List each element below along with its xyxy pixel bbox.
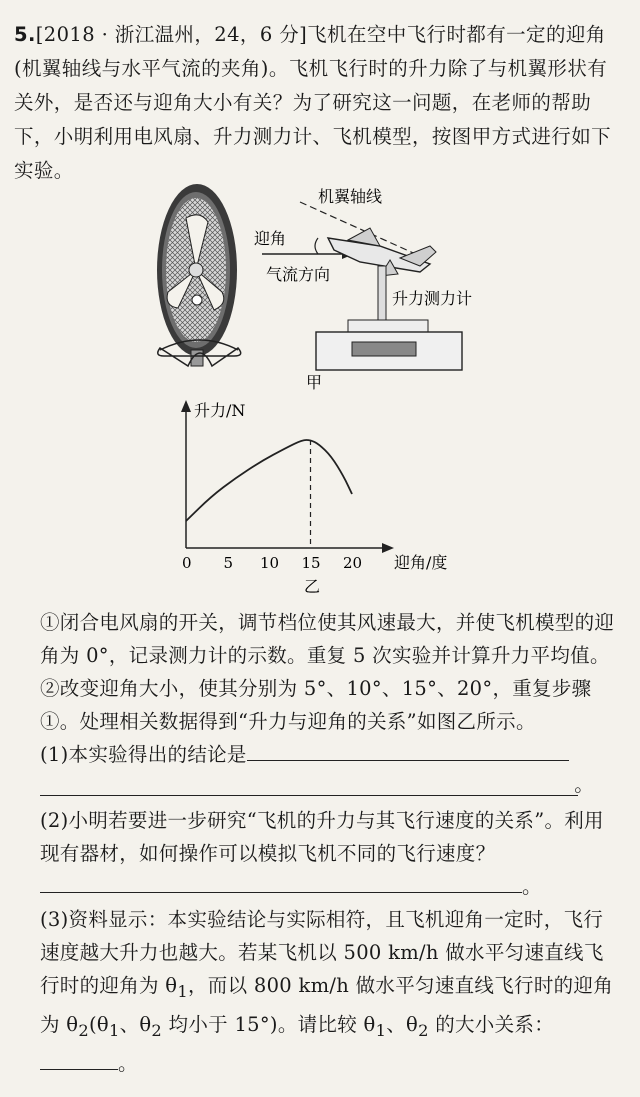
- figure-b-chart: [0, 398, 640, 598]
- answer-blank-1-line-2[interactable]: 。: [40, 771, 578, 796]
- question-text: 飞机在空中飞行时都有一定的迎角(机翼轴线与水平气流的夹角)。飞机飞行时的升力除了与机翼形状有关外，是否还与迎角大小有关？为了研究这一问题，在老师的帮助下，小明利用电风扇、升力测力计、飞机模型，按图甲方式进行如下实验。: [14, 23, 612, 182]
- force-meter-stand: [378, 266, 386, 320]
- question-2: (2)小明若要进一步研究“飞机的升力与其飞行速度的关系”。利用现有器材，如何操作可以模拟飞机不同的飞行速度？。: [40, 809, 604, 898]
- lift-curve: [186, 440, 352, 521]
- question-number: 5.: [14, 23, 36, 46]
- question-1: (1)本实验得出的结论是: [40, 738, 620, 771]
- force-meter-label: 升力测力计: [392, 289, 473, 308]
- answer-blank-1[interactable]: [247, 740, 569, 761]
- electric-fan: [157, 184, 241, 366]
- question-intro: [14, 18, 614, 188]
- answer-blank-3[interactable]: [40, 1049, 118, 1070]
- wing-axis-label: 机翼轴线: [318, 187, 383, 206]
- x-tick-label: 10: [260, 554, 280, 572]
- airflow-label: 气流方向: [266, 265, 331, 284]
- x-tick-label: 0: [182, 554, 192, 572]
- figure-a-diagram: [0, 180, 640, 395]
- question-source: [2018 · 浙江温州，24，6 分]: [35, 23, 308, 46]
- step-2: ②改变迎角大小，使其分别为 5°、10°、15°、20°，重复步骤①。处理相关数据得到“升力与迎角的关系”如图乙所示。: [40, 677, 592, 733]
- x-axis-label: 迎角/度: [394, 553, 448, 572]
- angle-label: 迎角: [254, 229, 287, 248]
- answer-blank-2[interactable]: [40, 872, 522, 893]
- x-tick-label: 5: [223, 554, 234, 572]
- figure-a-caption: 甲: [306, 373, 323, 392]
- x-tick-label: 20: [343, 554, 363, 572]
- y-axis-label: 升力/N: [194, 401, 246, 420]
- step-1: ①闭合电风扇的开关，调节档位使其风速最大，并使飞机模型的迎角为 0°，记录测力计的示数。重复 5 次实验并计算升力平均值。: [40, 611, 615, 667]
- x-tick-label: 15: [301, 554, 321, 572]
- steps-and-questions: [40, 606, 620, 1080]
- question-3: (3)资料显示：本实验结论与实际相符，且飞机迎角一定时，飞行速度越大升力也越大。若某飞机以 500 km/h 做水平匀速直线飞行时的迎角为 $\theta_1$，而以 800 km/h 做水平匀速直线飞行时的迎角为 $\theta_2(\theta_1$、$\theta_2$ 均小于 15°)。请比较 $\theta_1$、$\theta_2$ 的大小关系：。: [40, 908, 614, 1075]
- figure-b-caption: 乙: [304, 577, 321, 596]
